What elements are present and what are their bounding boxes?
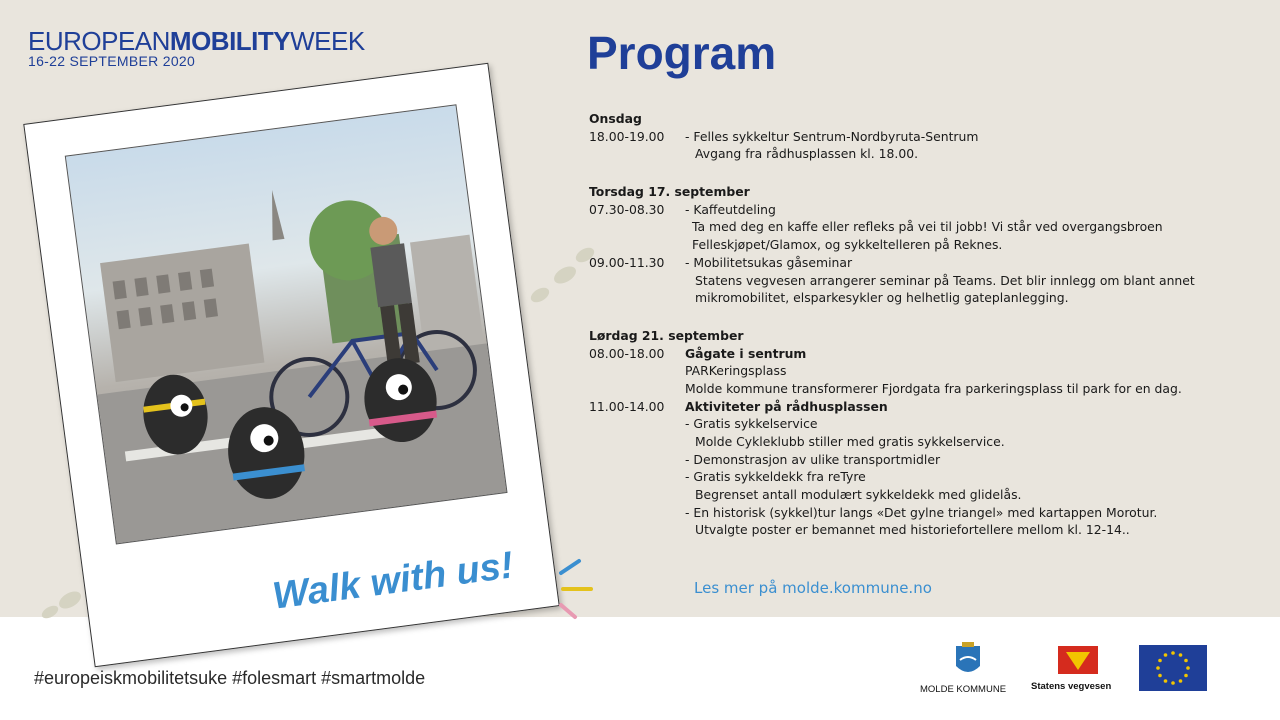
program-line (589, 468, 1229, 486)
brand-light-1: EUROPEAN (28, 26, 170, 56)
program-line (589, 380, 1229, 398)
statens-vegvesen-logo (1030, 644, 1125, 700)
street-photo (65, 104, 508, 544)
entry-text: - Mobilitetsukas gåseminar (685, 254, 853, 270)
entry-text: PARKeringsplass (685, 363, 787, 379)
entry-text: - Kaffeutdeling (685, 201, 776, 217)
program-list (589, 110, 1229, 539)
day-heading: Torsdag 17. september (589, 184, 750, 200)
molde-kommune-logo (918, 640, 1018, 700)
emw-dates: 16-22 SEPTEMBER 2020 (28, 53, 196, 69)
vegvesen-emblem-icon (1030, 644, 1125, 676)
entry-text: Utvalgte poster er bemannet med historiefortellere mellom kl. 12-14.. (695, 522, 1130, 538)
program-line (589, 254, 1229, 272)
entry-text: Felleskjøpet/Glamox, og sykkeltelleren på Reknes. (692, 237, 1003, 253)
walk-with-us-caption: Walk with us! (270, 544, 516, 618)
program-line (589, 521, 1229, 539)
statens-vegvesen-label: Statens vegvesen (1031, 681, 1112, 692)
program-line (589, 128, 1229, 146)
program-line (589, 236, 1229, 254)
program-line (589, 272, 1229, 290)
brand-bold: MOBILITY (169, 26, 291, 56)
entry-text: Aktiviteter på rådhusplassen (685, 398, 888, 414)
program-line (589, 433, 1229, 451)
entry-text: Gågate i sentrum (685, 345, 807, 361)
entry-text: Avgang fra rådhusplassen kl. 18.00. (695, 146, 919, 162)
entry-time: 08.00-18.00 (589, 345, 665, 361)
page-title: Program (587, 27, 777, 79)
entry-time: 07.30-08.30 (589, 201, 665, 217)
day-heading: Onsdag (589, 111, 642, 126)
entry-text: - Gratis sykkelservice (685, 416, 818, 432)
photo-illustration (66, 105, 507, 543)
program-line (589, 504, 1229, 522)
program-line (589, 362, 1229, 380)
day-heading: Lørdag 21. september (589, 327, 744, 343)
hashtags: #europeiskmobilitetsuke #folesmart #smartmolde (34, 668, 426, 688)
entry-text: - Felles sykkeltur Sentrum-Nordbyruta-Sentrum (685, 128, 979, 144)
entry-text: - Demonstrasjon av ulike transportmidler (685, 451, 941, 467)
program-line (589, 398, 1229, 416)
program-line (589, 201, 1229, 219)
eu-flag-icon (1139, 645, 1207, 691)
program-line (589, 289, 1229, 307)
program-line (589, 451, 1229, 469)
entry-time: 09.00-11.30 (589, 254, 665, 270)
program-line (589, 486, 1229, 504)
program-line (589, 218, 1229, 236)
entry-text: Molde Cykleklubb stiller med gratis sykkelservice. (695, 434, 1005, 449)
burst-decoration (555, 555, 605, 625)
brand-light-2: WEEK (290, 26, 365, 56)
entry-text: - En historisk (sykkel)tur langs «Det gylne triangel» med kartappen Morotur. (685, 504, 1158, 520)
entry-text: Ta med deg en kaffe eller refleks på vei til jobb! Vi står ved overgangsbroen (692, 219, 1163, 235)
entry-text: mikromobilitet, elsparkesykler og helhetlig gateplanlegging. (695, 290, 1069, 306)
read-more-link[interactable]: Les mer på molde.kommune.no (694, 579, 932, 597)
molde-kommune-label: MOLDE KOMMUNE (920, 684, 1007, 695)
program-line (589, 415, 1229, 433)
entry-time: 11.00-14.00 (589, 398, 665, 414)
program-line (589, 145, 1229, 163)
entry-time: 18.00-19.00 (589, 128, 665, 144)
program-line (589, 345, 1229, 363)
molde-shield-icon (918, 640, 1018, 680)
entry-text: Statens vegvesen arrangerer seminar på Teams. Det blir innlegg om blant annet (695, 272, 1195, 288)
entry-text: - Gratis sykkeldekk fra reTyre (685, 469, 866, 485)
entry-text: Molde kommune transformerer Fjordgata fra parkeringsplass til park for en dag. (685, 380, 1182, 396)
entry-text: Begrenset antall modulært sykkeldekk med glidelås. (695, 487, 1022, 503)
